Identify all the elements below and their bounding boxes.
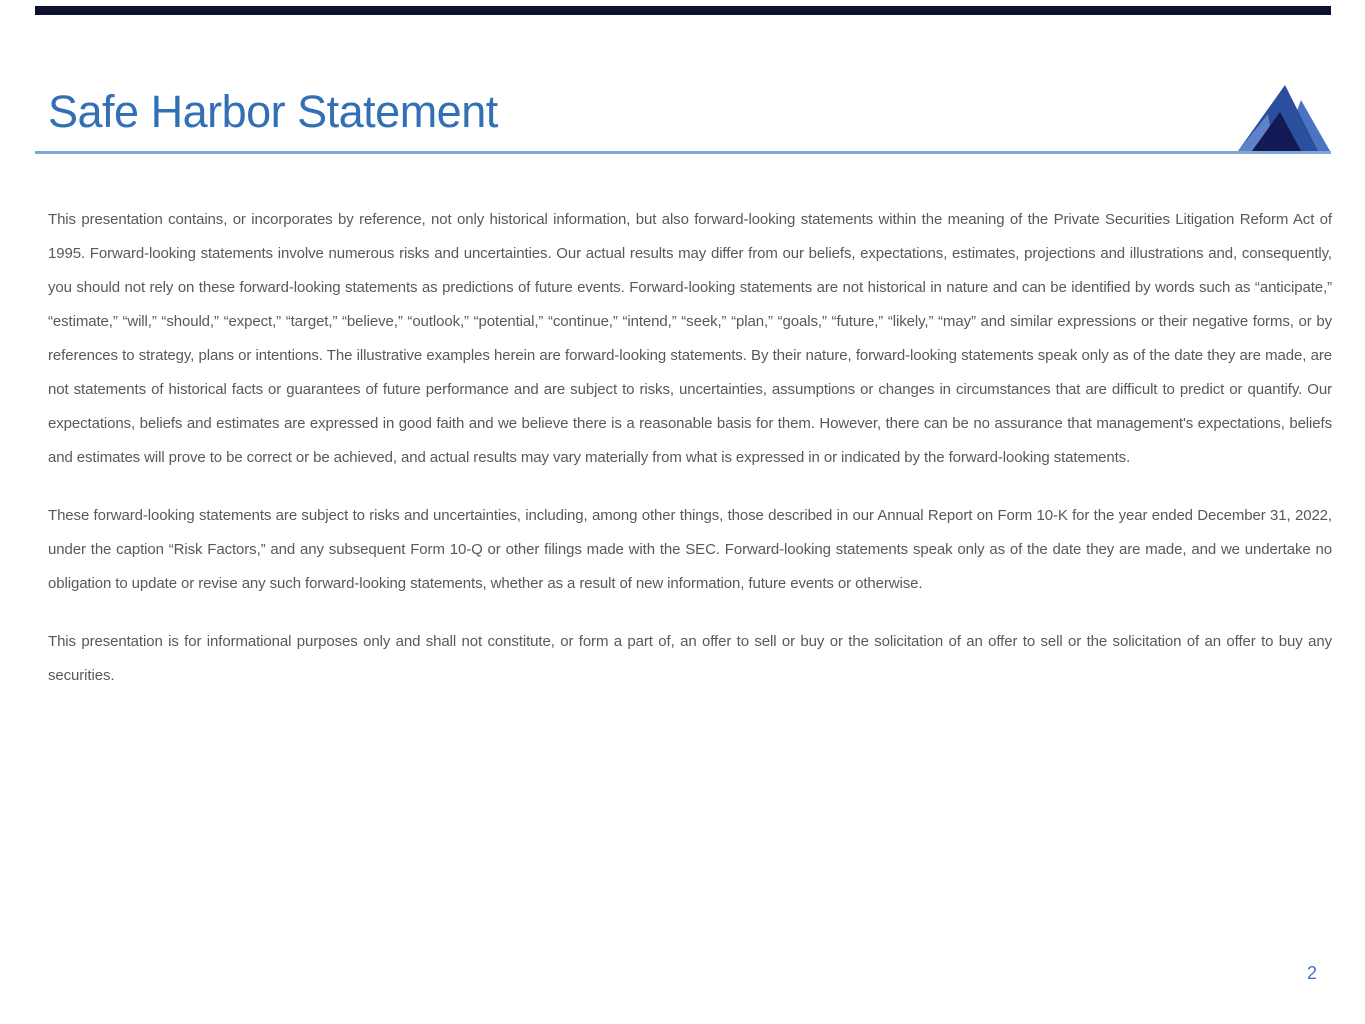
title-divider-rule [35, 151, 1331, 154]
page-number: 2 [1306, 963, 1317, 983]
paragraph-informational-purposes: This presentation is for informational purposes only and shall not constitute, or form a part of, an offer to sell or buy or the solicitation of an offer to sell or the solicitation of an offer to buy any securities. [48, 633, 1332, 684]
paragraph-risk-factors: These forward-looking statements are subject to risks and uncertainties, including, among other things, those described in our Annual Report on Form 10-K for the year ended December 31, 2022, under the caption “Risk Factors,” and any subsequent Form 10-Q or other filings made with the SEC. Forward-looking statements speak only as of the date they are made, and we undertake no obligation to update or revise any such forward-looking statements, whether as a result of new information, future events or otherwise. [48, 507, 1332, 592]
paragraph-forward-looking: This presentation contains, or incorporates by reference, not only historical information, but also forward-looking statements within the meaning of the Private Securities Litigation Reform Act of 1995. Forward-looking statements involve numerous risks and uncertainties. Our actual results may differ from our beliefs, expectations, estimates, projections and illustrations and, consequently, you should not rely on these forward-looking statements as predictions of future events. Forward-looking statements are not historical in nature and can be identified by words such as “anticipate,” “estimate,” “will,” “should,” “expect,” “target,” “believe,” “outlook,” “potential,” “continue,” “intend,” “seek,” “plan,” “goals,” “future,” “likely,” “may” and similar expressions or their negative forms, or by references to strategy, plans or intentions. The illustrative examples herein are forward-looking statements. By their nature, forward-looking statements speak only as of the date they are made, are not statements of historical facts or guarantees of future performance and are subject to risks, uncertainties, assumptions or changes in circumstances that are difficult to predict or quantify. Our expectations, beliefs and estimates are expressed in good faith and we believe there is a reasonable basis for them. However, there can be no assurance that management's expectations, beliefs and estimates will prove to be correct or be achieved, and actual results may vary materially from what is expressed in or indicated by the forward-looking statements. [48, 211, 1332, 466]
safe-harbor-body [48, 203, 1332, 717]
mountain-logo-icon [1238, 84, 1334, 151]
slide-title: Safe Harbor Statement [48, 86, 498, 137]
top-accent-bar [35, 6, 1331, 15]
